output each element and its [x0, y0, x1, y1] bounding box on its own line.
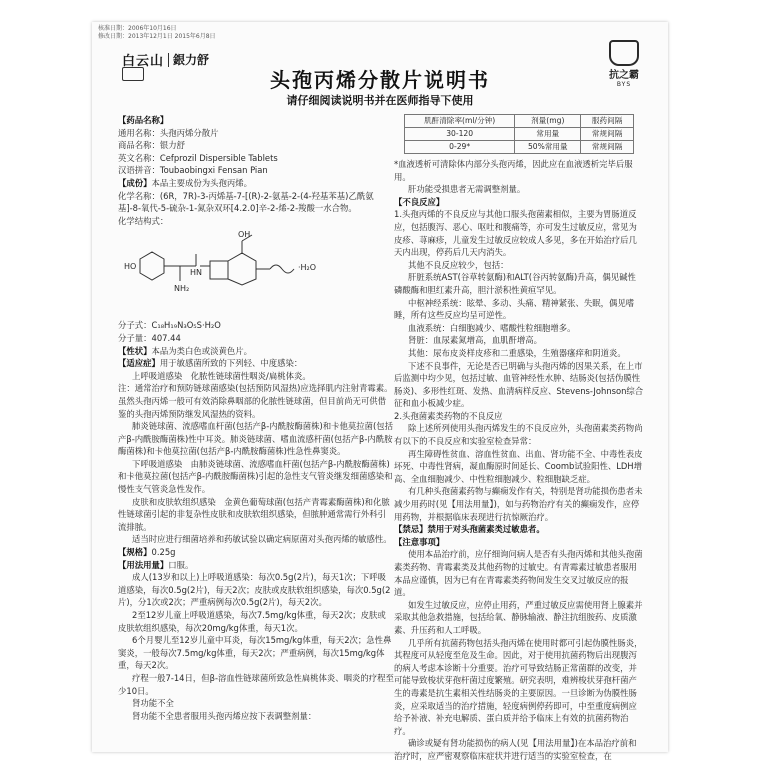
- table-row: [405, 128, 634, 141]
- property-text: 本品为类白色或淡黄色片。: [151, 345, 252, 356]
- drug-name-line: 通用名称：头孢丙烯分散片: [118, 127, 219, 138]
- table-header-row: [405, 115, 634, 128]
- usage-text: 疗程一般7-14日，但β-溶血性链球菌所致急性扁桃体炎、咽炎的疗程至少10日。: [118, 672, 394, 696]
- section-heading: 【药品名称】: [118, 115, 169, 125]
- table-header-cell: 肌酐清除率(ml/分钟): [405, 115, 515, 128]
- chemical-structure: [118, 229, 394, 315]
- adverse-text: 其他不良反应较少，包括：: [408, 259, 509, 270]
- right-column: [394, 114, 644, 763]
- indication-text: 上呼吸道感染 化脓性链球菌性咽炎/扁桃体炎。: [132, 370, 311, 381]
- revision-line: 修改日期：2013年12月1日 2015年6月8日: [98, 33, 216, 40]
- contraindication-text: 禁用于对头孢菌素类过敏患者。: [427, 524, 545, 535]
- brand-right-name: 抗之霸: [609, 70, 639, 81]
- seal-icon: [609, 40, 639, 66]
- adverse-text: 下述不良事件，无论是否已明确与头孢丙烯的因果关系，在上市后监测中均少见，包括过敏、血管神经性水肿、结肠炎(包括伪膜性肠炎)、多形性红斑、发热、血清病样反应、Stevens-Johnson综合征和血小板减少症。: [394, 360, 644, 409]
- table-note: *血液透析可清除体内部分头孢丙烯，因此应在血液透析完毕后服用。: [394, 159, 633, 182]
- caution-text: 使用本品治疗前，应仔细询问病人是否有头孢丙烯和其他头孢菌素类药物、青霉素类及其他药物的过敏史。有青霉素过敏患者服用本品应谨慎，因为已有在青霉素类药物间发生交叉过敏反应的报道。: [394, 549, 643, 598]
- section-heading: 【规格】: [118, 547, 152, 558]
- spec-text: 0.25g: [151, 547, 176, 558]
- table-cell: 常规间隔: [581, 141, 634, 154]
- ingredient-text: 本品主要成份为头孢丙烯。: [151, 177, 252, 188]
- struct-label-hn: HN: [190, 268, 202, 278]
- struct-label-nh2: NH₂: [174, 284, 190, 294]
- indication-text: 皮肤和皮肤软组织感染 金黄色葡萄球菌(包括产青霉素酶菌株)和化脓性链球菌引起的非复杂性皮肤和皮肤软组织感染，但脓肿通常需行外科引流排脓。: [118, 496, 390, 532]
- table-header-cell: 剂量(mg): [515, 115, 581, 128]
- instruction-sheet: [92, 22, 668, 761]
- section-heading: 【不良反应】: [394, 196, 445, 207]
- structure-caption: 化学结构式：: [118, 215, 169, 226]
- usage-text: 6个月婴儿至12岁儿童中耳炎，每次15mg/kg体重，每天2次；急性鼻窦炎，一般每次7.5mg/kg体重，每天2次；严重病例，每次15mg/kg体重，每天2次。: [118, 635, 392, 671]
- caution-text: 几乎所有抗菌药物包括头孢丙烯在使用时都可引起伪膜性肠炎，其程度可从轻度至危及生命。因此，对于使用抗菌药物后出现腹泻的病人考虑本诊断十分重要。治疗可导致结肠正常菌群的改变，并可能导致梭状芽孢杆菌过度繁殖。研究表明，难辨梭状芽孢杆菌产生的毒素是抗生素相关性结肠炎的主要原因。一旦诊断为伪膜性肠炎，应采取适当的治疗措施，轻度病例停药即可，中至重度病例应给予补液、补充电解质、蛋白质并给予临床上有效的抗菌药物治疗。: [394, 637, 643, 736]
- struct-label-cooh: OH: [238, 230, 251, 240]
- brand-right-sub: BYS: [616, 81, 632, 88]
- drug-name-line: 商品名称：银力舒: [118, 140, 185, 151]
- table-header-cell: 服药间隔: [581, 115, 634, 128]
- liver-note: 肝功能受损患者无需调整剂量。: [408, 184, 526, 195]
- molecular-weight: 分子量：407.44: [118, 332, 181, 343]
- struct-label-ho: HO: [124, 262, 137, 272]
- drug-name-line: 英文名称：Cefprozil Dispersible Tablets: [118, 152, 278, 163]
- indication-text: 下呼吸道感染 由肺炎链球菌、流感嗜血杆菌(包括产β-内酰胺酶菌株)和卡他莫拉菌(包括产β-内酰胺酶菌株)引起的急性支气管炎继发细菌感染和慢性支气管炎急性发作。: [118, 458, 393, 495]
- caution-text: 确诊或疑有肾功能损伤的病人(见【用法用量】)在本品治疗前和治疗时，应严密观察临床症状并进行适当的实验室检查，在: [394, 738, 637, 761]
- usage-text: 肾功能不全患者服用头孢丙烯应按下表调整剂量：: [132, 710, 317, 721]
- section-heading: 【适应症】: [118, 358, 160, 369]
- section-heading: 【用法用量】: [118, 559, 169, 570]
- revision-dates: [98, 25, 216, 41]
- adverse-text: 肝脏系统AST(谷草转氨酶)和ALT(谷丙转氨酶)升高，偶见碱性磷酸酶和胆红素升高，胆汁淤积性黄疸罕见。: [394, 272, 636, 295]
- indication-text: 用于敏感菌所致的下列轻、中度感染：: [159, 358, 303, 369]
- adverse-text: 中枢神经系统：眩晕、多动、头痛、精神紧张、失眠，偶见嗜睡，所有这些反应均呈可逆性。: [394, 297, 635, 321]
- section-heading: 【性状】: [118, 345, 152, 356]
- table-cell: 0-29*: [405, 141, 515, 154]
- table-cell: 50%常用量: [515, 141, 581, 154]
- brand-name: 白云山: [122, 54, 165, 69]
- document-title: 头孢丙烯分散片说明书: [270, 68, 490, 92]
- adverse-text: 血液系统：白细胞减少、嗜酸性粒细胞增多。: [408, 322, 576, 333]
- adverse-text: 肾脏：血尿素氮增高，血肌酐增高。: [408, 335, 542, 346]
- adverse-text: 除上述所列使用头孢丙烯发生的不良反应外，头孢菌素类药物尚有以下的不良反应和实验室检查异常：: [394, 423, 643, 447]
- table-cell: 30-120: [405, 128, 515, 141]
- brand-product-name: 銀力舒: [173, 53, 210, 67]
- adverse-text: 其他：尿布皮炎样皮疹和二重感染，生殖器瘙痒和阴道炎。: [408, 347, 626, 358]
- section-heading: 【禁忌】: [394, 524, 428, 535]
- adverse-text: 再生障碍性贫血、溶血性贫血、出血、肾功能不全、中毒性表皮坏死、中毒性肾病，凝血酶原时间延长、Coomb试验阳性、LDH增高、全血细胞减少、中性粒细胞减少、粒细胞缺乏症。: [394, 448, 643, 484]
- adverse-text: 有几种头孢菌素药物与癫痫发作有关，特别是肾功能损伤患者未减少用药时(见【用法用量】)，如与药物治疗有关的癫痫发作，应停用药物，并根据临床表现进行抗惊厥治疗。: [394, 486, 643, 522]
- renal-dose-table: [404, 114, 634, 154]
- revision-line: 核准日期：2006年10月16日: [98, 25, 177, 32]
- indication-text: 肺炎链球菌、流感嗜血杆菌(包括产β-内酰胺酶菌株)和卡他莫拉菌(包括产β-内酰胺酶菌株)性中耳炎。肺炎链球菌、嗜血流感杆菌(包括产β-内酰胺酶菌株)和卡他莫拉菌(包括产β-内酰胺酶菌株)性急性鼻窦炎。: [118, 421, 394, 457]
- indication-text: 适当时应进行细菌培养和药敏试验以确定病原菌对头孢丙烯的敏感性。: [132, 534, 392, 545]
- molecular-formula: 分子式：C₁₈H₁₉N₃O₅S·H₂O: [118, 320, 221, 331]
- section-heading: 【注意事项】: [394, 536, 445, 547]
- indication-text: 注：通常治疗和预防链球菌感染(包括预防风湿热)应选择肌内注射青霉素。虽然头孢丙烯一般可有效消除鼻咽部的化脓性链球菌，但目前尚无可供借鉴的头孢丙烯预防继发风湿热的资料。: [118, 383, 393, 419]
- usage-text: 成人(13岁和以上)上呼吸道感染：每次0.5g(2片)，每天1次；下呼吸道感染，每次0.5g(2片)，每天2次；皮肤或皮肤软组织感染，每次0.5g(2片)，分1次或2次；严重病例每次0.5g(2片)，每天2次。: [118, 572, 391, 608]
- left-column: [118, 114, 394, 722]
- adverse-text: 2.头孢菌素类药物的不良反应: [394, 410, 503, 421]
- section-heading: 【成份】: [118, 177, 152, 188]
- usage-text: 2至12岁儿童上呼吸道感染，每次7.5mg/kg体重，每天2次；皮肤或皮肤软组织感染，每次20mg/kg体重，每天1次。: [118, 610, 386, 633]
- document-subtitle: 请仔细阅读说明书并在医师指导下使用: [286, 94, 474, 107]
- struct-label-h2o: ·H₂O: [298, 263, 317, 273]
- chemical-name: 化学名称：(6R，7R)-3-丙烯基-7-[(R)-2-氨基-2-(4-羟基苯基)乙酰氨基]-8-氧代-5-硫杂-1-氮杂双环[4.2.0]辛-2-烯-2-羧酸一水合物。: [118, 190, 374, 214]
- drug-name-line: 汉语拼音：Toubaobingxi Fensan Pian: [118, 165, 268, 176]
- adverse-text: 1.头孢丙烯的不良反应与其他口服头孢菌素相似，主要为胃肠道反应，包括腹泻、恶心、呕吐和腹痛等，亦可发生过敏反应，常见为皮疹、荨麻疹，儿童发生过敏反应较成人多见，多在开始治疗后几天内出现，停药后几天内消失。: [394, 209, 637, 258]
- table-cell: 常用量: [515, 128, 581, 141]
- table-cell: 常规间隔: [581, 128, 634, 141]
- table-row: [405, 141, 634, 154]
- caution-text: 如发生过敏反应，应停止用药，严重过敏反应需使用肾上腺素并采取其他急救措施，包括给氧、静脉输液、静注抗组胺药、皮质激素、升压药和人工呼吸。: [394, 599, 643, 635]
- usage-text: 口服。: [168, 559, 194, 570]
- usage-text: 肾功能不全: [132, 698, 174, 709]
